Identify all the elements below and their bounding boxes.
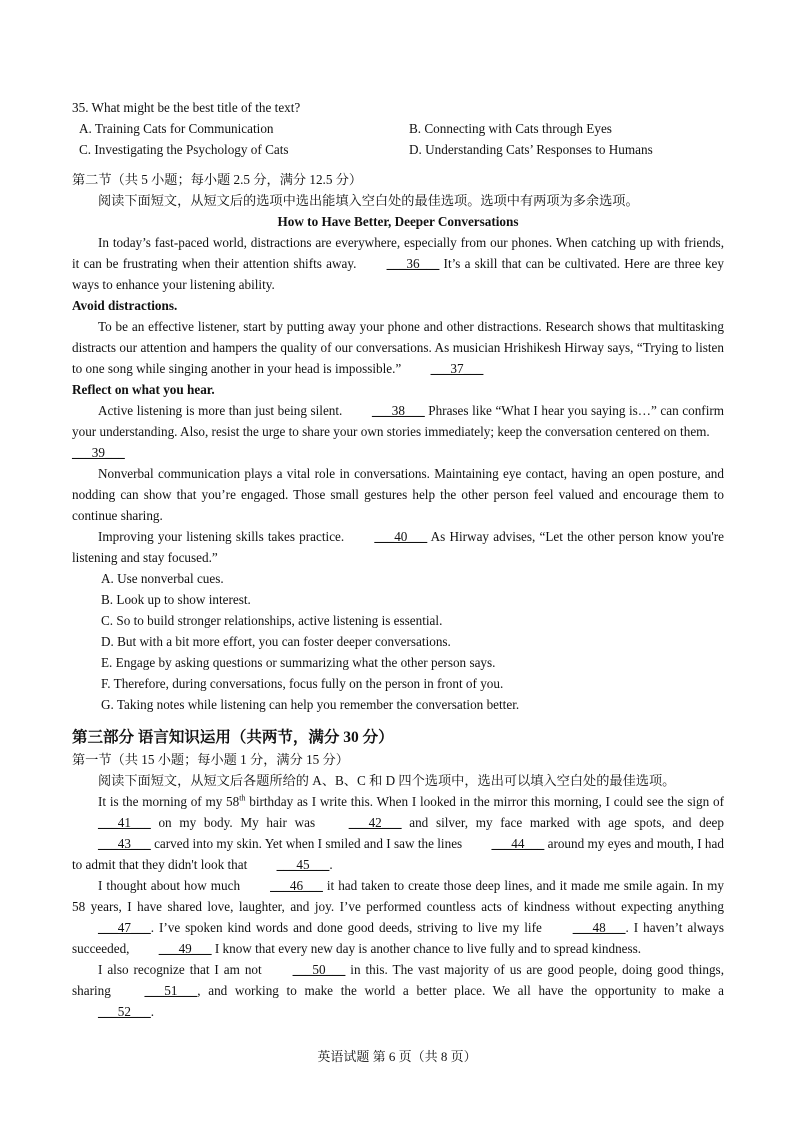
cloze-text: , and working to make the world a better place. We all have the opportunity to make a	[197, 983, 724, 998]
blank-43: ___43___	[98, 836, 151, 851]
subheading-reflect: Reflect on what you hear.	[72, 382, 215, 397]
cloze-paragraph-3	[72, 959, 724, 1022]
cloze-paragraph-2	[72, 875, 724, 959]
blank-37: ___37___	[430, 361, 484, 376]
blank-41: ___41___	[98, 815, 151, 830]
question-35: 35. What might be the best title of the text?	[72, 100, 301, 115]
option-a: A. Training Cats for Communication	[79, 121, 274, 136]
blank-47: ___47___	[98, 920, 151, 935]
paragraph-3	[72, 400, 724, 442]
section-2-heading: 第二节（共 5 小题；每小题 2.5 分，满分 12.5 分）	[72, 172, 363, 187]
blank-48: ___48___	[572, 920, 626, 935]
blank-36: ___36___	[386, 256, 440, 271]
cloze-text: .	[150, 1004, 155, 1019]
blank-39-line	[72, 442, 724, 463]
passage-title: How to Have Better, Deeper Conversations	[277, 214, 519, 229]
blank-51: ___51___	[144, 983, 198, 998]
ordinal-suffix: th	[239, 793, 246, 803]
cloze-text: and silver, my face marked with age spots, and deep	[401, 815, 724, 830]
cloze-text: on my body. My hair was	[150, 815, 323, 830]
paragraph-5	[72, 526, 724, 568]
choice-c: C. So to build stronger relationships, active listening is essential.	[101, 613, 443, 628]
cloze-text: around my eyes and mouth, I had to admit that they didn't look that	[72, 836, 724, 872]
choice-b: B. Look up to show interest.	[101, 592, 251, 607]
cloze-paragraph-1	[72, 791, 724, 875]
blank-45: ___45___	[276, 857, 330, 872]
choice-g: G. Taking notes while listening can help you remember the conversation better.	[101, 697, 520, 712]
cloze-text: in this. The vast majority of us are good people, doing good things, sharing	[72, 962, 724, 998]
blank-39: ___39___	[72, 445, 125, 460]
blank-52: ___52___	[98, 1004, 151, 1019]
section-2-instruction: 阅读下面短文，从短文后的选项中选出能填入空白处的最佳选项。选项中有两项为多余选项。	[98, 193, 639, 208]
question-35-options	[72, 118, 724, 160]
part-3-instruction: 阅读下面短文，从短文后各题所给的 A、B、C 和 D 四个选项中，选出可以填入空白处的最佳选项。	[98, 773, 676, 788]
cloze-text: . I haven’t always succeeded,	[72, 920, 724, 956]
paragraph-5-text-a: Improving your listening skills takes practice.	[98, 529, 349, 544]
blank-44: ___44___	[491, 836, 545, 851]
cloze-text: . I’ve spoken kind words and done good deeds, striving to live my life	[150, 920, 547, 935]
blank-46: ___46___	[270, 878, 323, 893]
option-c: C. Investigating the Psychology of Cats	[79, 142, 289, 157]
paragraph-1-text-a: In today’s fast-paced world, distractions are everywhere, especially from our phones. When catching up with friends, it can be frustrating when their attention shifts away.	[72, 235, 724, 271]
cloze-text: I thought about how much	[98, 878, 245, 893]
blank-49: ___49___	[158, 941, 212, 956]
cloze-text: I also recognize that I am not	[98, 962, 267, 977]
cloze-text: carved into my skin. Yet when I smiled and I saw the lines	[150, 836, 466, 851]
paragraph-4: Nonverbal communication plays a vital role in conversations. Maintaining eye contact, having an open posture, and nodding can show that you’re engaged. Those small gestures help the other person feel valued and encourage them to continue sharing.	[72, 466, 724, 523]
paragraph-5-text-b: As Hirway advises, “Let the other person know you're listening and stay focused.”	[72, 529, 724, 565]
cloze-text: It is the morning of my 58	[98, 794, 240, 809]
paragraph-3-text-a: Active listening is more than just being silent.	[98, 403, 346, 418]
blank-50: ___50___	[292, 962, 346, 977]
choice-f: F. Therefore, during conversations, focus fully on the person in front of you.	[101, 676, 504, 691]
paragraph-3-text-b: Phrases like “What I hear you saying is…” can confirm your understanding. Also, resist the urge to share your own stories immediately; keep the conversation centered on them.	[72, 403, 725, 439]
cloze-text: I know that every new day is another chance to live fully and to spread kindness.	[211, 941, 642, 956]
option-d: D. Understanding Cats’ Responses to Humans	[409, 142, 653, 157]
part-3-section-1-heading: 第一节（共 15 小题；每小题 1 分，满分 15 分）	[72, 752, 349, 767]
blank-40: ___40___	[374, 529, 428, 544]
cloze-text: .	[329, 857, 333, 872]
choice-a: A. Use nonverbal cues.	[101, 571, 224, 586]
part-3-heading: 第三部分 语言知识运用（共两节，满分 30 分）	[72, 729, 394, 746]
paragraph-2-text: To be an effective listener, start by putting away your phone and other distractions. Research shows that multitasking distracts our attention and hampers the quality of our conversations. As musician Hrishikesh Hirway says, “Trying to listen to one song while singing another in your head is impossible.”	[72, 319, 724, 376]
choice-d: D. But with a bit more effort, you can foster deeper conversations.	[101, 634, 451, 649]
exam-page	[72, 97, 724, 1022]
cloze-text: birthday as I write this. When I looked in the mirror this morning, I could see the sign of	[245, 794, 724, 809]
cloze-text: it had taken to create those deep lines, and it made me smile again. In my 58 years, I have shared love, laughter, and joy. I’ve performed countless acts of kindness without expecting anything	[72, 878, 725, 914]
blank-42: ___42___	[348, 815, 402, 830]
paragraph-1	[72, 232, 724, 295]
paragraph-1-text-b: It’s a skill that can be cultivated. Here are three key ways to enhance your listening ability.	[72, 256, 724, 292]
subheading-avoid-distractions: Avoid distractions.	[72, 298, 178, 313]
page-footer: 英语试题 第 6 页（共 8 页）	[317, 1049, 477, 1064]
section-2-options	[72, 568, 724, 715]
choice-e: E. Engage by asking questions or summarizing what the other person says.	[101, 655, 496, 670]
blank-38: ___38___	[371, 403, 425, 418]
paragraph-2	[72, 316, 724, 379]
option-b: B. Connecting with Cats through Eyes	[409, 121, 612, 136]
